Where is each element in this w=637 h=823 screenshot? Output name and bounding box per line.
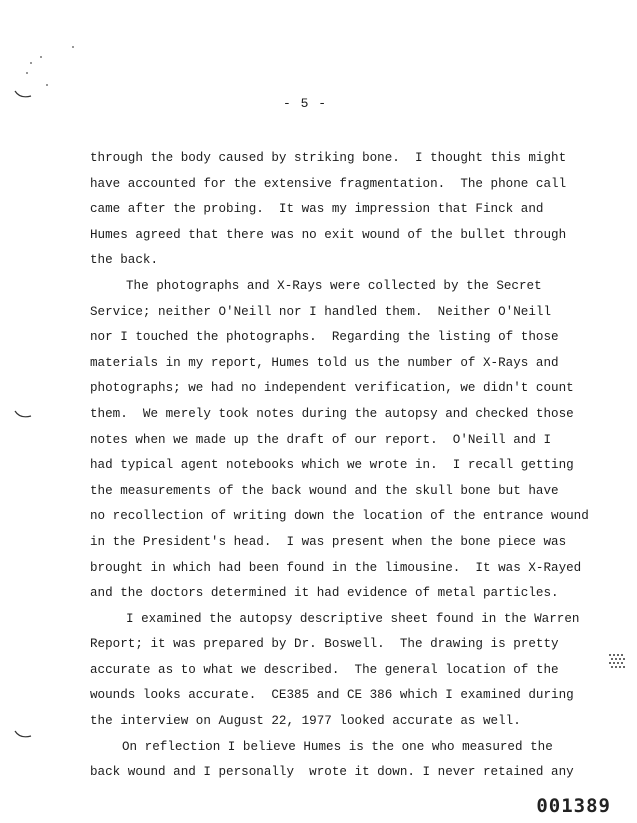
punch-hole-mark — [14, 730, 32, 740]
text-line: The photographs and X-Rays were collected by the Secret — [126, 278, 542, 293]
text-line: notes when we made up the draft of our report. O'Neill and I — [90, 432, 552, 447]
scan-speckle — [72, 46, 74, 48]
text-line: wounds looks accurate. CE385 and CE 386 which I examined during — [90, 688, 574, 703]
text-line: Humes agreed that there was no exit wound of the bullet through — [90, 227, 567, 242]
text-line: nor I touched the photographs. Regarding the listing of those — [90, 330, 559, 345]
text-line: no recollection of writing down the location of the entrance wound — [90, 509, 589, 524]
text-line: back wound and I personally wrote it down. I never retained any — [90, 765, 574, 780]
text-line: the back. — [90, 253, 159, 268]
text-line: and the doctors determined it had evidence of metal particles. — [90, 586, 559, 601]
punch-hole-mark — [14, 410, 32, 420]
text-line: On reflection I believe Humes is the one who measured the — [122, 739, 553, 754]
text-line: the measurements of the back wound and the skull bone but have — [90, 483, 559, 498]
text-line: had typical agent notebooks which we wrote in. I recall getting — [90, 458, 574, 473]
scan-speckle — [40, 56, 42, 58]
text-line: Service; neither O'Neill nor I handled them. Neither O'Neill — [90, 304, 552, 319]
scan-speckle — [26, 72, 28, 74]
text-line: came after the probing. It was my impression that Finck and — [90, 202, 544, 217]
text-line: them. We merely took notes during the autopsy and checked those — [90, 406, 574, 421]
text-line: accurate as to what we described. The general location of the — [90, 662, 559, 677]
body-text — [90, 146, 600, 786]
text-line: brought in which had been found in the limousine. It was X-Rayed — [90, 560, 582, 575]
text-line: the interview on August 22, 1977 looked accurate as well. — [90, 714, 521, 729]
text-line: I examined the autopsy descriptive sheet found in the Warren — [126, 611, 580, 626]
text-line: photographs; we had no independent verification, we didn't count — [90, 381, 574, 396]
page-number: - 5 - — [282, 96, 327, 111]
document-id-stamp: 001389 — [536, 795, 611, 817]
scan-speckle — [46, 84, 48, 86]
text-line: in the President's head. I was present when the bone piece was — [90, 534, 567, 549]
margin-stamp-mark — [607, 652, 629, 674]
text-line: through the body caused by striking bone. I thought this might — [90, 151, 567, 165]
text-line: Report; it was prepared by Dr. Boswell. The drawing is pretty — [90, 637, 559, 652]
scan-speckle — [30, 62, 32, 64]
text-line: materials in my report, Humes told us the number of X-Rays and — [90, 355, 559, 370]
text-line: have accounted for the extensive fragmentation. The phone call — [90, 176, 567, 191]
